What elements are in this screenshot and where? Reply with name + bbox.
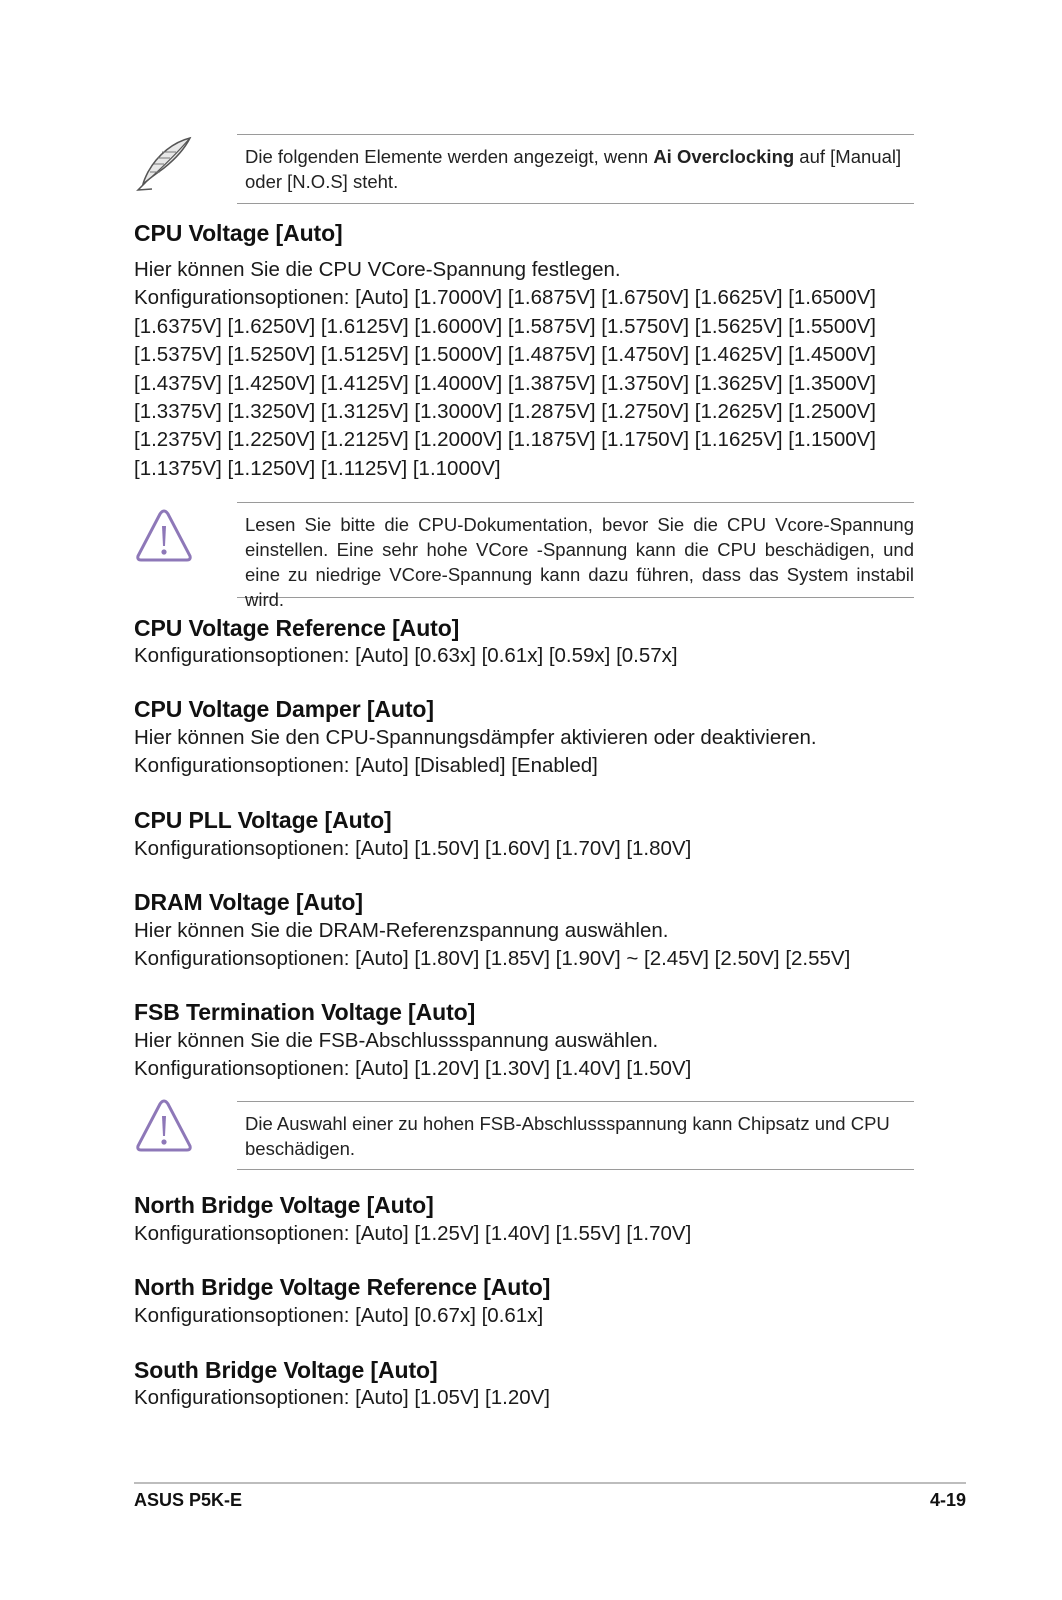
body-line: Hier können Sie die CPU VCore-Spannung festlegen. [134, 258, 621, 281]
section-title-north-bridge-voltage-reference: North Bridge Voltage Reference [Auto] [134, 1274, 551, 1300]
section-title-cpu-voltage: CPU Voltage [Auto] [134, 220, 343, 246]
section-body-fsb-termination-voltage [134, 1027, 914, 1084]
section-title-south-bridge-voltage: South Bridge Voltage [Auto] [134, 1357, 438, 1383]
note-text-before: Die folgenden Elemente werden angezeigt, wenn [245, 146, 654, 167]
section-title-cpu-voltage-reference: CPU Voltage Reference [Auto] [134, 615, 460, 641]
body-line: [1.1375V] [1.1250V] [1.1125V] [1.1000V] [134, 456, 501, 480]
note-box [237, 134, 914, 204]
section-body-cpu-pll-voltage [134, 835, 914, 863]
body-line: Konfigurationsoptionen: [Auto] [1.25V] [1.40V] [1.55V] [1.70V] [134, 1222, 692, 1245]
section-title-cpu-voltage-damper: CPU Voltage Damper [Auto] [134, 696, 434, 722]
body-line: Konfigurationsoptionen: [Auto] [0.63x] [0.61x] [0.59x] [0.57x] [134, 644, 678, 667]
body-line: Konfigurationsoptionen: [Auto] [0.67x] [0.61x] [134, 1304, 544, 1327]
warning-box: Lesen Sie bitte die CPU-Dokumentation, bevor Sie die CPU Vcore-Spannung einstellen. Eine sehr hohe VCore -Spannung kann die CPU beschädigen, und eine zu niedrige VCore-Spannung kann dazu führen, dass das System instabil wird. [237, 502, 914, 598]
footer-rule [134, 1482, 966, 1484]
body-line: [1.6375V] [1.6250V] [1.6125V] [1.6000V] [1.5875V] [1.5750V] [1.5625V] [1.5500V] [134, 314, 876, 338]
body-line: [1.5375V] [1.5250V] [1.5125V] [1.5000V] [1.4875V] [1.4750V] [1.4625V] [1.4500V] [134, 343, 876, 367]
warning-triangle-icon [134, 506, 194, 566]
note-text-after: auf [Manual] oder [N.O.S] steht. [245, 146, 902, 192]
section-body-dram-voltage [134, 917, 914, 974]
body-line: [1.3375V] [1.3250V] [1.3125V] [1.3000V] [1.2875V] [1.2750V] [1.2625V] [1.2500V] [134, 400, 876, 424]
body-line: Konfigurationsoptionen: [Auto] [1.80V] [1.85V] [1.90V] ~ [2.45V] [2.50V] [2.55V] [134, 947, 851, 971]
section-title-dram-voltage: DRAM Voltage [Auto] [134, 889, 363, 915]
section-title-north-bridge-voltage: North Bridge Voltage [Auto] [134, 1192, 434, 1218]
body-line: [1.2375V] [1.2250V] [1.2125V] [1.2000V] [1.1875V] [1.1750V] [1.1625V] [1.1500V] [134, 428, 876, 452]
warning-box: Die Auswahl einer zu hohen FSB-Abschlussspannung kann Chipsatz und CPU beschädigen. [237, 1101, 914, 1170]
section-body-north-bridge-voltage-reference [134, 1302, 914, 1330]
section-title-cpu-pll-voltage: CPU PLL Voltage [Auto] [134, 807, 392, 833]
section-body-cpu-voltage-damper [134, 724, 914, 781]
body-line: Konfigurationsoptionen: [Auto] [1.05V] [1.20V] [134, 1386, 550, 1409]
warning-triangle-icon [134, 1096, 194, 1156]
body-line: Hier können Sie die FSB-Abschlussspannung auswählen. [134, 1029, 659, 1052]
section-body-cpu-voltage [134, 256, 914, 483]
body-line: Konfigurationsoptionen: [Auto] [1.20V] [1.30V] [1.40V] [1.50V] [134, 1057, 692, 1081]
footer-product-name: ASUS P5K-E [134, 1490, 243, 1510]
section-title-fsb-termination-voltage: FSB Termination Voltage [Auto] [134, 999, 476, 1025]
note-bold-term: Ai Overclocking [653, 146, 795, 167]
body-line: Hier können Sie den CPU-Spannungsdämpfer aktivieren oder deaktivieren. [134, 726, 817, 749]
body-line: Hier können Sie die DRAM-Referenzspannung auswählen. [134, 919, 669, 942]
section-body-cpu-voltage-reference [134, 642, 914, 670]
body-line: Konfigurationsoptionen: [Auto] [1.50V] [1.60V] [1.70V] [1.80V] [134, 837, 692, 860]
section-body-north-bridge-voltage [134, 1220, 914, 1248]
feather-pen-icon [134, 134, 194, 194]
body-line: Konfigurationsoptionen: [Auto] [1.7000V] [1.6875V] [1.6750V] [1.6625V] [1.6500V] [134, 286, 876, 310]
section-body-south-bridge-voltage [134, 1384, 914, 1412]
body-line: Konfigurationsoptionen: [Auto] [Disabled] [Enabled] [134, 754, 598, 778]
footer-page-number: 4-19 [929, 1490, 966, 1510]
body-line: [1.4375V] [1.4250V] [1.4125V] [1.4000V] [1.3875V] [1.3750V] [1.3625V] [1.3500V] [134, 371, 876, 395]
